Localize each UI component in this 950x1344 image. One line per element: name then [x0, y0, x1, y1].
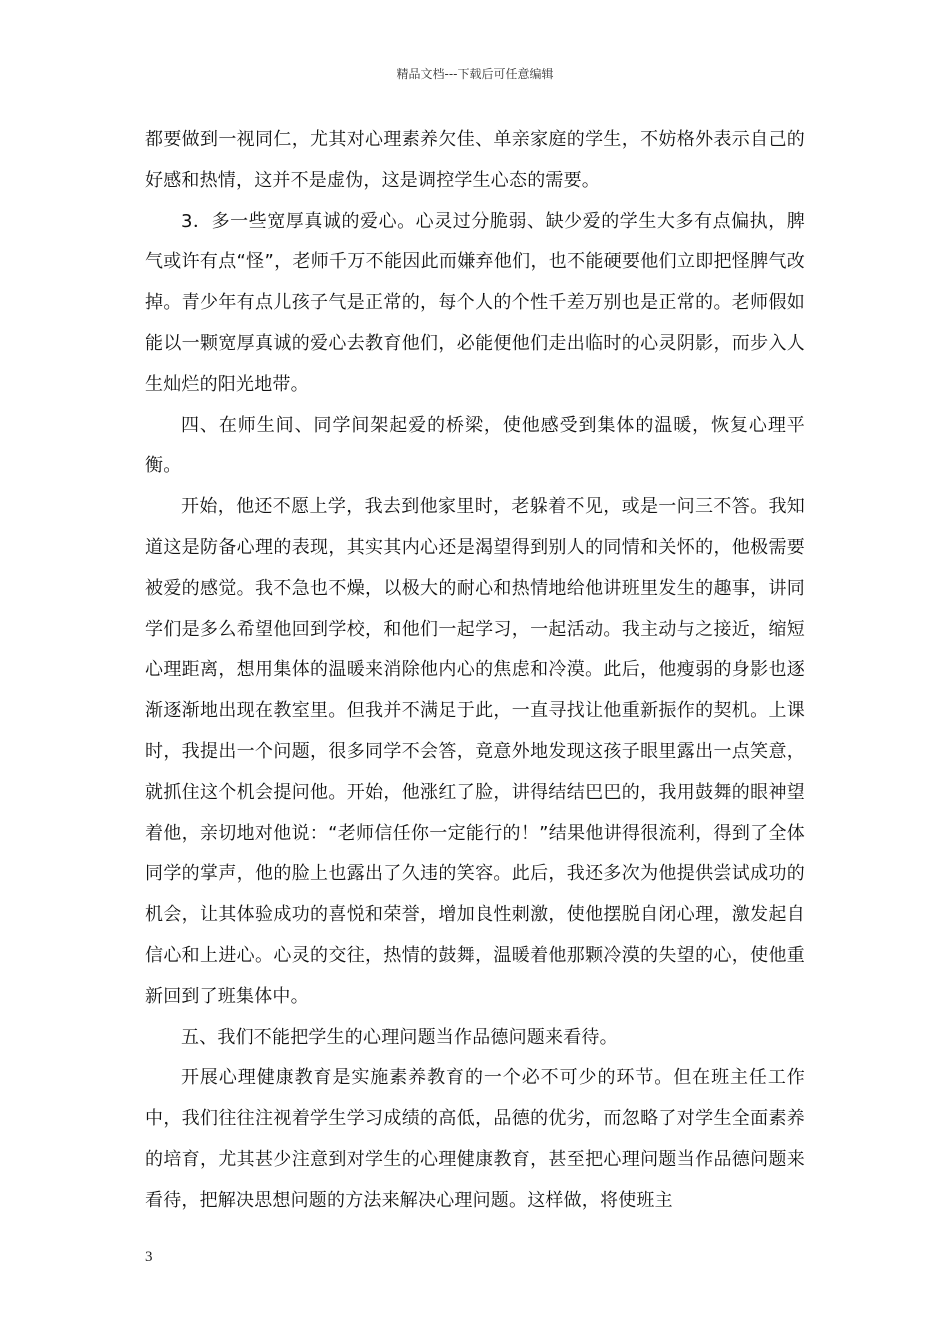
paragraph-continuation: 都要做到一视同仁，尤其对心理素养欠佳、单亲家庭的学生，不妨格外表示自己的好感和热情，这并不是虚伪，这是调控学生心态的需要。 [145, 129, 805, 191]
paragraph-section-4-heading: 四、在师生间、同学间架起爱的桥梁，使他感受到集体的温暖，恢复心理平衡。 [145, 414, 805, 477]
paragraph-closing: 开展心理健康教育是实施素养教育的一个必不可少的环节。但在班主任工作中，我们往往注视着学生学习成绩的高低，品德的优劣，而忽略了对学生全面素养的培育，尤其甚少注意到对学生的心理健康教育，甚至把心理问题当作品德问题来看待，把解决思想问题的方法来解决心理问题。这样做，将使班主 [145, 1067, 805, 1211]
paragraph-item-3: 3．多一些宽厚真诚的爱心。心灵过分脆弱、缺少爱的学生大多有点偏执，脾气或许有点“怪”，老师千万不能因此而嫌弃他们，也不能硬要他们立即把怪脾气改掉。青少年有点儿孩子气是正常的，每个人的个性千差万别也是正常的。老师假如能以一颗宽厚真诚的爱心去教育他们，必能便他们走出临时的心灵阴影，而步入人生灿烂的阳光地带。 [145, 210, 805, 395]
document-body [145, 120, 805, 1222]
paragraph-story: 开始，他还不愿上学，我去到他家里时，老躲着不见，或是一问三不答。我知道这是防备心理的表现，其实其内心还是渴望得到别人的同情和关怀的，他极需要被爱的感觉。我不急也不燥，以极大的耐心和热情地给他讲班里发生的趣事，讲同学们是多么希望他回到学校，和他们一起学习，一起活动。我主动与之接近，缩短心理距离，想用集体的温暖来消除他内心的焦虑和冷漠。此后，他瘦弱的身影也逐渐逐渐地出现在教室里。但我并不满足于此，一直寻找让他重新振作的契机。上课时，我提出一个问题，很多同学不会答，竟意外地发现这孩子眼里露出一点笑意，就抓住这个机会提问他。开始，他涨红了脸，讲得结结巴巴的，我用鼓舞的眼神望着他，亲切地对他说：“老师信任你一定能行的！”结果他讲得很流利，得到了全体同学的掌声，他的脸上也露出了久违的笑容。此后，我还多次为他提供尝试成功的机会，让其体验成功的喜悦和荣誉，增加良性刺激，使他摆脱自闭心理，激发起自信心和上进心。心灵的交往，热情的鼓舞，温暖着他那颗冷漠的失望的心，使他重新回到了班集体中。 [145, 496, 805, 1007]
page-number: 3 [145, 1249, 153, 1265]
page-header: 精品文档---下载后可任意编辑 [396, 67, 554, 81]
paragraph-section-5-heading: 五、我们不能把学生的心理问题当作品德问题来看待。 [181, 1026, 618, 1048]
